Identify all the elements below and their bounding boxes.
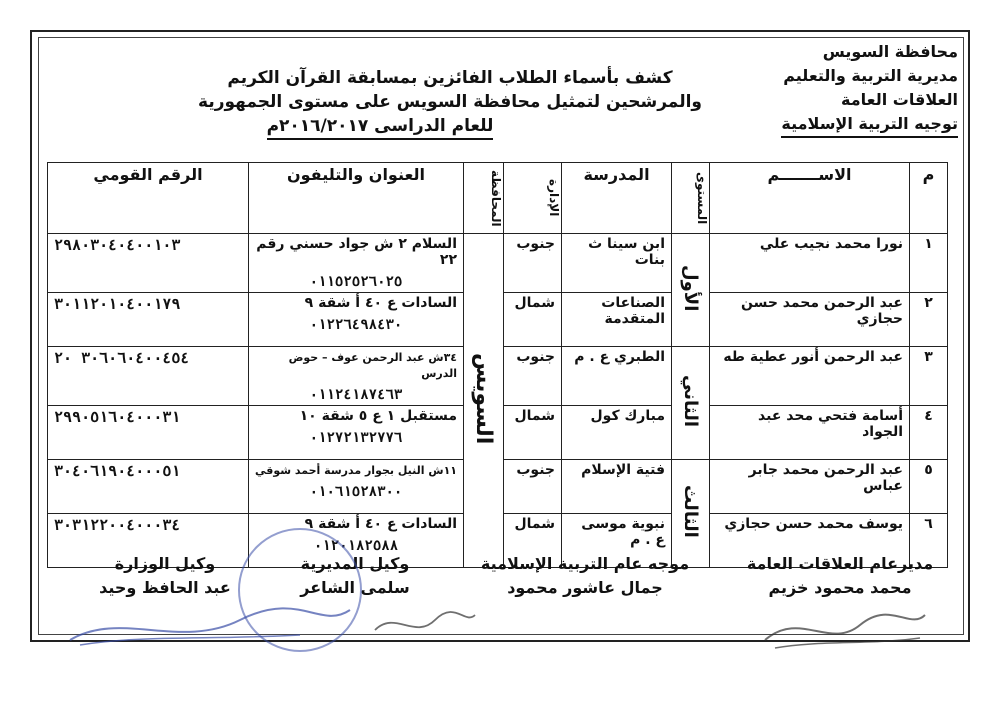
table-row bbox=[48, 234, 948, 293]
row-name: عبد الرحمن محمد جابر عباس bbox=[710, 460, 910, 514]
directorate-label: مديرية التربية والتعليم bbox=[783, 66, 958, 85]
row-national-id: ٣٠٤٠٦١٩٠٤٠٠٠٥١ bbox=[48, 460, 249, 514]
col-national-id: الرقم القومي bbox=[48, 163, 249, 234]
title-line-2: والمرشحين لتمثيل محافظة السويس على مستوى الجمهورية bbox=[198, 92, 702, 112]
row-national-id: ٢٩٩٠٥١٦٠٤٠٠٠٣١ bbox=[48, 406, 249, 460]
signature-name: عبد الحافظ وحيد bbox=[99, 578, 231, 597]
col-name: الاســـــــم bbox=[710, 163, 910, 234]
row-name: عبد الرحمن محمد حسن حجازي bbox=[710, 293, 910, 347]
level-label: الأول bbox=[680, 264, 701, 312]
row-national-id: ٢٩٨٠٣٠٤٠٤٠٠١٠٣ bbox=[48, 234, 249, 293]
row-admin: شمال bbox=[504, 514, 562, 568]
row-m: ٤ bbox=[910, 406, 948, 460]
row-address bbox=[249, 293, 464, 347]
table-header-row bbox=[48, 163, 948, 234]
signature-title: وكيل الوزارة bbox=[114, 554, 216, 573]
row-m: ٢ bbox=[910, 293, 948, 347]
row-school: فتية الإسلام bbox=[562, 460, 672, 514]
col-m: م bbox=[910, 163, 948, 234]
row-school: الطبري ع . م bbox=[562, 347, 672, 406]
row-name: أسامة فتحي محد عبد الجواد bbox=[710, 406, 910, 460]
col-school: المدرسة bbox=[562, 163, 672, 234]
row-admin: شمال bbox=[504, 406, 562, 460]
row-national-id: ٣٠٦٠٦٠٤٠٠٤٥٤ ٢٠ bbox=[48, 347, 249, 406]
level-cell bbox=[672, 347, 710, 460]
col-gov: المحافظة bbox=[464, 163, 504, 234]
students-table bbox=[47, 162, 948, 568]
col-address: العنوان والتليفون bbox=[249, 163, 464, 234]
signature-islamic-education bbox=[465, 552, 705, 600]
relations-label: العلاقات العامة bbox=[841, 90, 958, 109]
handwritten-signature-icon bbox=[760, 600, 930, 660]
address-text: السادات ع ٤٠ أ شقة ٩ bbox=[304, 516, 457, 532]
row-national-id: ٣٠١١٢٠١٠٤٠٠١٧٩ bbox=[48, 293, 249, 347]
col-admin: الإدارة bbox=[504, 163, 562, 234]
phone-text: ٠١٢٠١٨٢٥٨٨ bbox=[313, 538, 399, 554]
row-address bbox=[249, 347, 464, 406]
governorate-cell bbox=[464, 234, 504, 568]
governorate-label: محافظة السويس bbox=[822, 42, 958, 61]
row-m: ٦ bbox=[910, 514, 948, 568]
signature-public-relations bbox=[735, 552, 945, 600]
signature-title: وكيل المديرية bbox=[300, 554, 410, 573]
row-address bbox=[249, 234, 464, 293]
address-text: السادات ع ٤٠ أ شقة ٩ bbox=[304, 295, 457, 311]
signature-name: جمال عاشور محمود bbox=[507, 578, 663, 597]
document-title bbox=[170, 66, 730, 140]
signature-name: سلمى الشاعر bbox=[300, 578, 410, 597]
header-right bbox=[748, 40, 958, 138]
phone-text: ٠١٠٦١٥٢٨٣٠٠ bbox=[309, 484, 403, 500]
signature-name: محمد محمود خزيم bbox=[768, 578, 912, 597]
row-admin: جنوب bbox=[504, 234, 562, 293]
row-m: ١ bbox=[910, 234, 948, 293]
row-school: مبارك كول bbox=[562, 406, 672, 460]
row-school: ابن سينا ث بنات bbox=[562, 234, 672, 293]
row-m: ٣ bbox=[910, 347, 948, 406]
row-national-id: ٣٠٣١٢٢٠٠٤٠٠٠٣٤ bbox=[48, 514, 249, 568]
row-admin: شمال bbox=[504, 293, 562, 347]
address-text: ١١ش النيل بجوار مدرسة أحمد شوقي bbox=[255, 464, 457, 477]
row-name: نورا محمد نجيب علي bbox=[710, 234, 910, 293]
row-name: يوسف محمد حسن حجازي bbox=[710, 514, 910, 568]
col-level: المستوى bbox=[672, 163, 710, 234]
address-text: السلام ٢ ش جواد حسني رقم ٢٢ bbox=[256, 236, 457, 268]
phone-text: ٠١٢٢٦٤٩٨٤٣٠ bbox=[309, 317, 403, 333]
phone-text: ٠١٢٧٢١٣٢٧٧٦ bbox=[309, 430, 403, 446]
signature-title: موجه عام التربية الإسلامية bbox=[480, 554, 690, 573]
phone-text: ٠١١٢٤١٨٧٤٦٣ bbox=[309, 387, 403, 403]
address-text: ٣٤ش عبد الرحمن عوف – حوض الدرس bbox=[288, 351, 457, 380]
title-line-3: للعام الدراسى ٢٠١٦/٢٠١٧م bbox=[267, 114, 494, 140]
address-text: مستقبل ١ ع ٥ شقة ١٠ bbox=[299, 408, 457, 424]
row-name: عبد الرحمن أنور عطية طه bbox=[710, 347, 910, 406]
handwritten-signature-icon bbox=[370, 605, 480, 645]
row-address bbox=[249, 406, 464, 460]
guidance-label: توجيه التربية الإسلامية bbox=[781, 112, 958, 138]
row-m: ٥ bbox=[910, 460, 948, 514]
row-school: الصناعات المتقدمة bbox=[562, 293, 672, 347]
governorate-value: السويس bbox=[471, 352, 496, 445]
level-cell bbox=[672, 234, 710, 347]
level-label: الثاني bbox=[680, 374, 701, 427]
row-admin: جنوب bbox=[504, 460, 562, 514]
row-address bbox=[249, 460, 464, 514]
title-line-1: كشف بأسماء الطلاب الفائزين بمسابقة القرآن الكريم bbox=[227, 68, 673, 88]
handwritten-signature-icon bbox=[60, 590, 360, 660]
phone-text: ٠١١٥٢٥٢٦٠٢٥ bbox=[309, 274, 403, 290]
signature-title: مديرعام العلاقات العامة bbox=[746, 554, 934, 573]
row-admin: جنوب bbox=[504, 347, 562, 406]
level-label: الثالث bbox=[680, 485, 701, 538]
row-school: نبوية موسى ع . م bbox=[562, 514, 672, 568]
